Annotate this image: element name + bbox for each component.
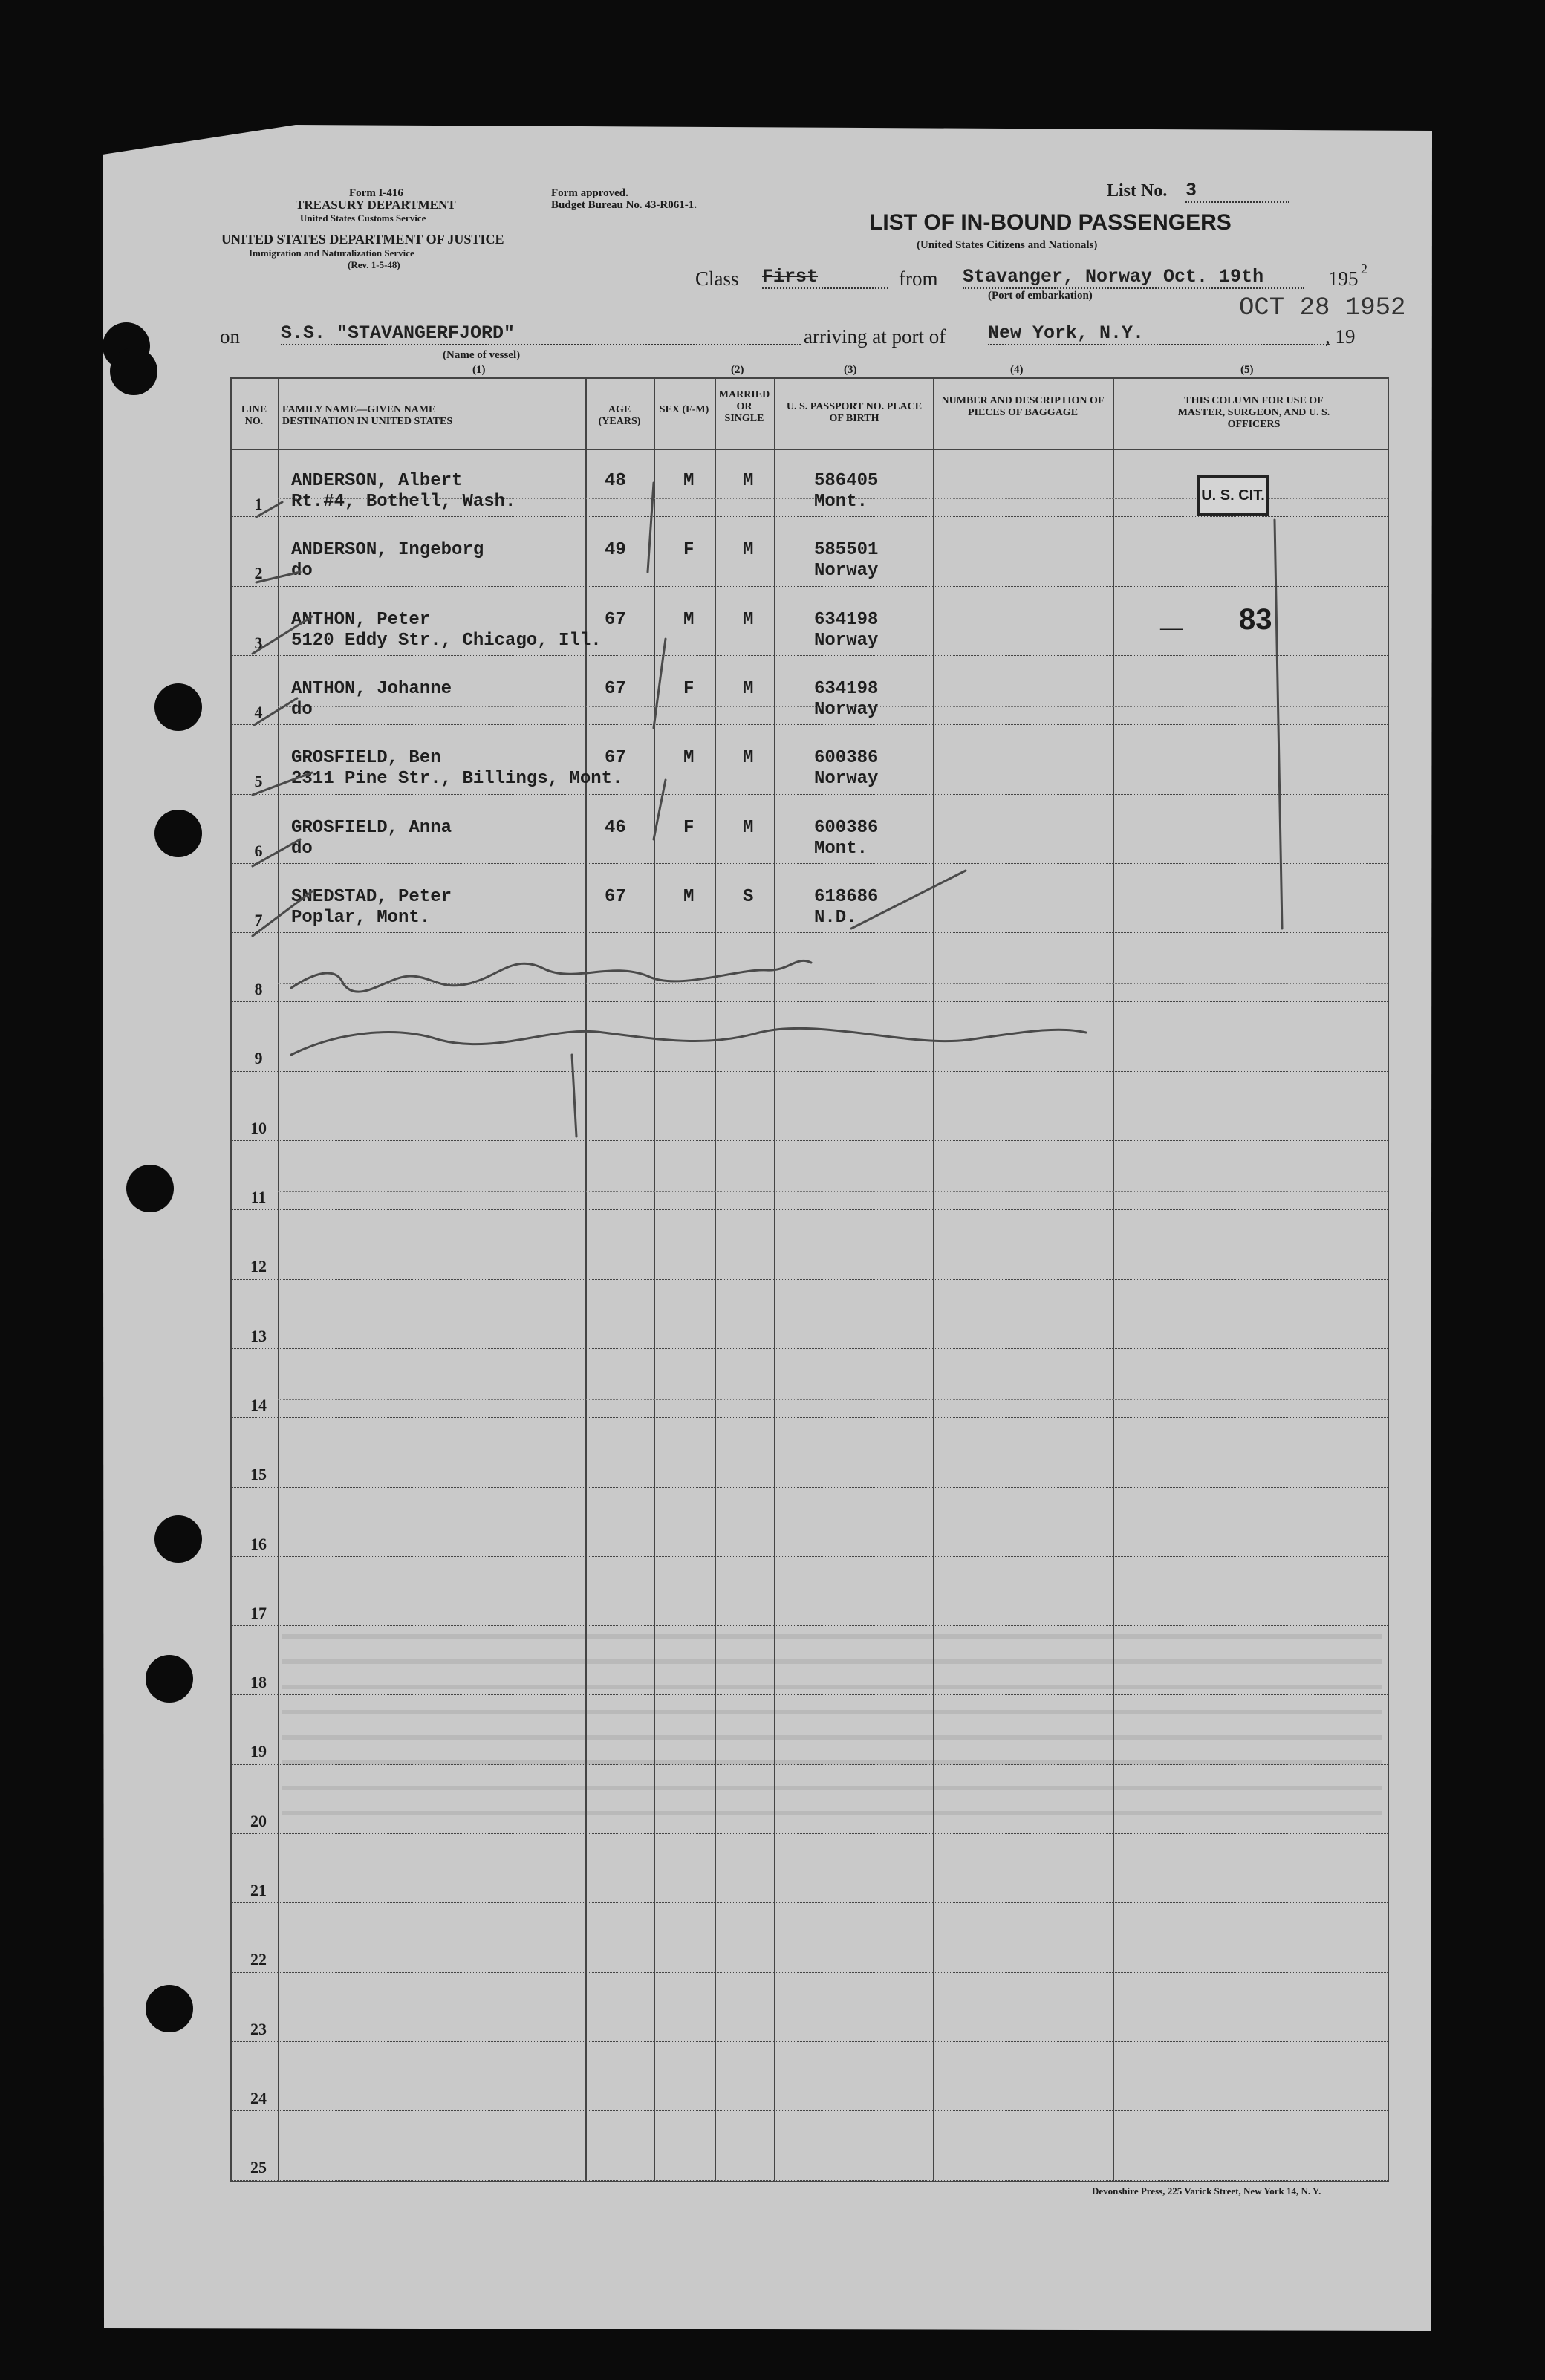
col-number: (3): [844, 364, 857, 376]
passenger-sex: M: [683, 609, 695, 630]
col-number: (2): [731, 364, 744, 376]
line-number: 25: [250, 2158, 267, 2177]
line-number: 9: [254, 1049, 263, 1068]
col-header-married: MARRIED OR SINGLE: [718, 389, 770, 424]
passport-number: 634198: [814, 609, 879, 630]
passport-number: 600386: [814, 817, 879, 838]
justice-dept: UNITED STATES DEPARTMENT OF JUSTICE: [221, 232, 504, 247]
place-of-birth: Norway: [814, 561, 879, 582]
place-of-birth: Norway: [814, 630, 879, 651]
line-number: 16: [250, 1534, 267, 1553]
form-number: Form I-416: [349, 187, 403, 199]
passenger-destination: Poplar, Mont.: [291, 907, 431, 928]
ins-service: Immigration and Naturalization Service: [249, 247, 414, 259]
passport-number: 634198: [814, 678, 879, 699]
line-number: 15: [250, 1465, 267, 1484]
passenger-sex: M: [683, 748, 695, 769]
line-number: 13: [250, 1326, 267, 1345]
line-number: 22: [250, 1950, 267, 1969]
from-value: Stavanger, Norway Oct. 19th: [963, 266, 1304, 289]
place-of-birth: Mont.: [814, 838, 868, 859]
passenger-name: GROSFIELD, Anna: [291, 817, 452, 838]
passenger-name: ANDERSON, Ingeborg: [291, 540, 484, 561]
place-of-birth: N.D.: [814, 907, 857, 928]
from-label: from: [899, 267, 938, 290]
passenger-name: SNEDSTAD, Peter: [291, 886, 452, 907]
passenger-age: 67: [605, 678, 626, 699]
line-number: 23: [250, 2019, 267, 2038]
passenger-name: ANTHON, Peter: [291, 609, 431, 630]
passenger-destination: 2311 Pine Str., Billings, Mont.: [291, 769, 623, 790]
line-number: 24: [250, 2088, 267, 2107]
passenger-destination: do: [291, 561, 313, 582]
line-number: 4: [254, 702, 263, 721]
place-of-birth: Norway: [814, 769, 879, 790]
col-number: (1): [472, 364, 486, 376]
us-cit-stamp: U. S. CIT.: [1197, 475, 1269, 516]
treasury-dept: TREASURY DEPARTMENT: [296, 198, 456, 212]
vessel-name: S.S. "STAVANGERFJORD": [281, 322, 801, 345]
page-title: LIST OF IN-BOUND PASSENGERS: [869, 210, 1232, 235]
passenger-marital-status: M: [743, 609, 754, 630]
passenger-age: 67: [605, 609, 626, 630]
on-label: on: [220, 325, 240, 348]
col-number: (5): [1240, 364, 1254, 376]
passport-number: 586405: [814, 471, 879, 491]
passenger-name: ANTHON, Johanne: [291, 678, 452, 699]
passport-number: 618686: [814, 886, 879, 907]
page-subtitle: (United States Citizens and Nationals): [917, 239, 1098, 251]
passenger-age: 49: [605, 540, 626, 561]
line-number: 5: [254, 772, 263, 791]
place-of-birth: Norway: [814, 699, 879, 720]
col-header-name: FAMILY NAME—GIVEN NAME DESTINATION IN UNITED STATES: [282, 404, 453, 427]
passenger-age: 67: [605, 748, 626, 769]
line-number: 1: [254, 495, 263, 513]
officer-count: 83: [1239, 603, 1272, 636]
col-header-officers: THIS COLUMN FOR USE OF MASTER, SURGEON, AND U. S. OFFICERS: [1177, 395, 1330, 430]
line-number: 18: [250, 1673, 267, 1692]
passport-number: 585501: [814, 540, 879, 561]
list-no-value: 3: [1185, 180, 1289, 203]
list-no-label: List No.: [1107, 181, 1168, 201]
bleed-through-text: [282, 1634, 1382, 1827]
passenger-name: GROSFIELD, Ben: [291, 748, 441, 769]
passenger-marital-status: M: [743, 817, 754, 838]
passenger-destination: Rt.#4, Bothell, Wash.: [291, 492, 516, 512]
col-header-line-no: LINE NO.: [241, 404, 267, 427]
officer-dash: —: [1160, 615, 1183, 640]
line-number: 6: [254, 841, 263, 860]
form-approved: Form approved.: [551, 187, 628, 199]
class-value: First: [762, 266, 888, 289]
passenger-marital-status: S: [743, 886, 754, 907]
arrival-year: , 19: [1325, 325, 1356, 348]
passport-number: 600386: [814, 748, 879, 769]
line-number: 3: [254, 633, 263, 652]
place-of-birth: Mont.: [814, 492, 868, 512]
passenger-marital-status: M: [743, 471, 754, 491]
line-number: 14: [250, 1395, 267, 1414]
col-number: (4): [1010, 364, 1024, 376]
line-number: 21: [250, 1881, 267, 1899]
line-number: 17: [250, 1603, 267, 1622]
line-number: 10: [250, 1118, 267, 1137]
passenger-marital-status: M: [743, 540, 754, 561]
revision: (Rev. 1-5-48): [348, 259, 400, 270]
line-number: 8: [254, 980, 263, 999]
line-number: 7: [254, 910, 263, 929]
col-header-age: AGE (YEARS): [598, 404, 641, 427]
vessel-caption: (Name of vessel): [443, 349, 521, 361]
class-label: Class: [695, 267, 739, 290]
col-header-baggage: NUMBER AND DESCRIPTION OF PIECES OF BAGGAGE: [941, 395, 1105, 418]
line-number: 20: [250, 1811, 267, 1830]
passenger-sex: F: [683, 540, 695, 561]
passenger-marital-status: M: [743, 748, 754, 769]
budget-bureau: Budget Bureau No. 43-R061-1.: [551, 199, 697, 211]
passenger-sex: F: [683, 678, 695, 699]
year-prefix: 195: [1328, 267, 1359, 290]
port-embark-caption: (Port of embarkation): [988, 290, 1093, 302]
col-header-passport: U. S. PASSPORT NO. PLACE OF BIRTH: [786, 401, 923, 424]
passenger-sex: F: [683, 817, 695, 838]
passenger-name: ANDERSON, Albert: [291, 471, 463, 491]
line-number: 2: [254, 564, 263, 583]
passenger-age: 48: [605, 471, 626, 491]
passenger-sex: M: [683, 886, 695, 907]
passenger-marital-status: M: [743, 678, 754, 699]
line-number: 11: [250, 1188, 267, 1206]
arrival-port: New York, N.Y.: [988, 322, 1330, 345]
passenger-sex: M: [683, 471, 695, 491]
line-number: 19: [250, 1742, 267, 1761]
col-header-sex: SEX (F-M): [659, 404, 709, 415]
line-number: 12: [250, 1257, 267, 1276]
passenger-destination: do: [291, 838, 313, 859]
passenger-destination: do: [291, 699, 313, 720]
arriving-label: arriving at port of: [804, 325, 946, 348]
customs-service: United States Customs Service: [300, 212, 426, 224]
year-suffix: 2: [1361, 261, 1367, 276]
passenger-age: 46: [605, 817, 626, 838]
passenger-destination: 5120 Eddy Str., Chicago, Ill.: [291, 630, 602, 651]
printer-footer: Devonshire Press, 225 Varick Street, New York 14, N. Y.: [1092, 2185, 1321, 2197]
passenger-age: 67: [605, 886, 626, 907]
date-stamp: OCT 28 1952: [1239, 294, 1406, 322]
